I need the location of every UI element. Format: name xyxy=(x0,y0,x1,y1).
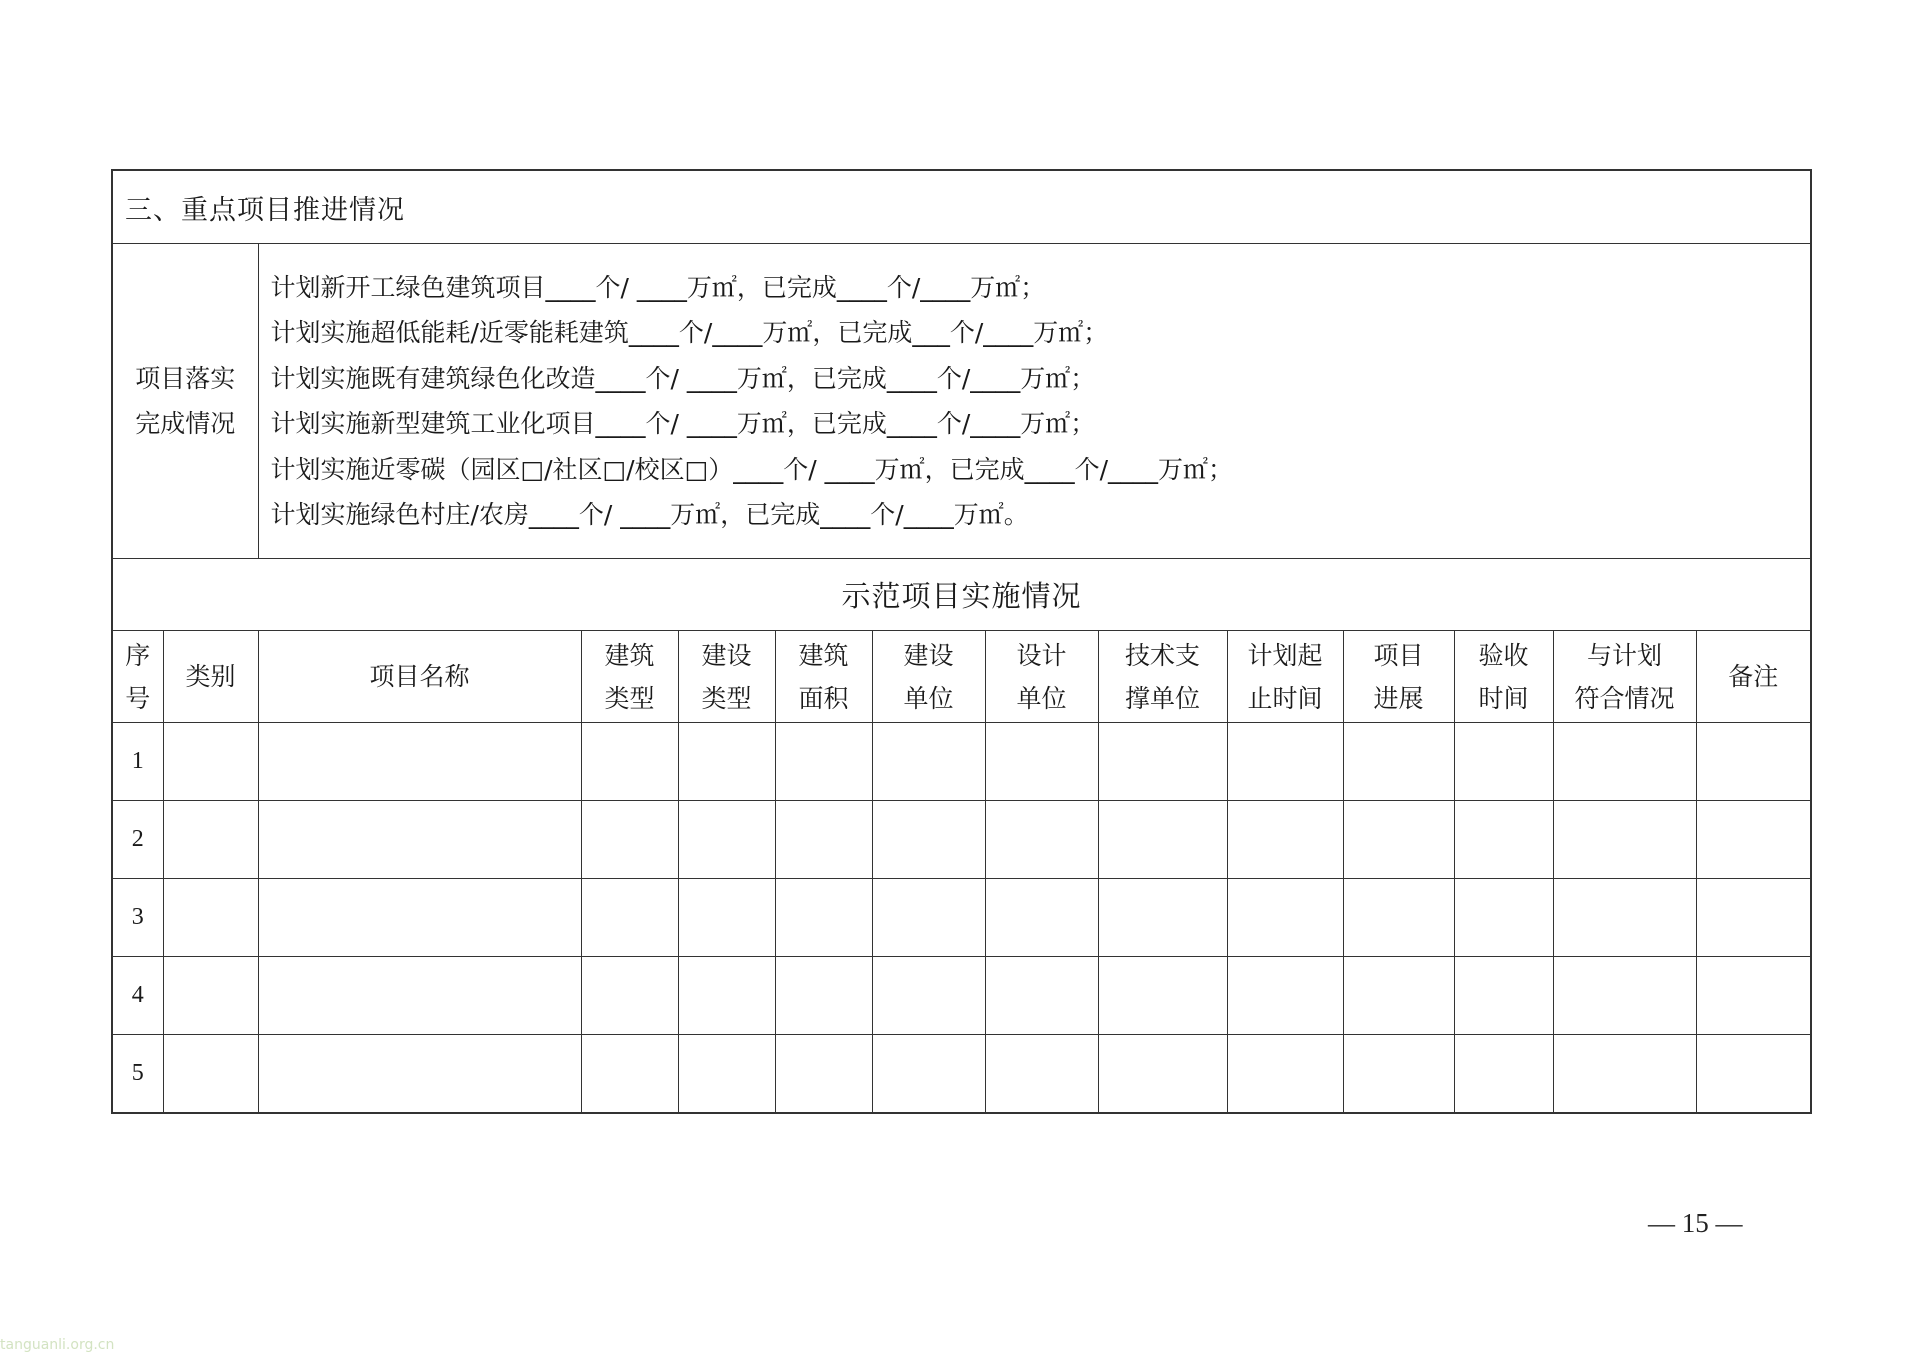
construction-unit-cell[interactable] xyxy=(872,801,985,879)
plan-line-green-village: 计划实施绿色村庄/农房____个/ ____万㎡，已完成____个/____万㎡。 xyxy=(270,500,1029,529)
table-row xyxy=(112,957,1811,1035)
building-type-cell[interactable] xyxy=(581,1035,678,1114)
remarks-cell[interactable] xyxy=(1696,957,1811,1035)
acceptance-time-cell[interactable] xyxy=(1454,879,1553,957)
design-unit-cell[interactable] xyxy=(985,1035,1098,1114)
column-header-tech-support-unit: 技术支 撑单位 xyxy=(1098,631,1227,723)
column-header-serial: 序 号 xyxy=(112,631,163,723)
remarks-cell[interactable] xyxy=(1696,1035,1811,1114)
tech-support-unit-cell[interactable] xyxy=(1098,723,1227,801)
plan-line-existing-retrofit: 计划实施既有建筑绿色化改造____个/ ____万㎡，已完成____个/____万㎡； xyxy=(270,363,1096,393)
category-cell[interactable] xyxy=(163,879,258,957)
demo-projects-title: 示范项目实施情况 xyxy=(112,559,1811,631)
progress-cell[interactable] xyxy=(1343,957,1454,1035)
progress-cell[interactable] xyxy=(1343,879,1454,957)
plan-conformity-cell[interactable] xyxy=(1553,1035,1696,1114)
plan-conformity-cell[interactable] xyxy=(1553,723,1696,801)
plan-line-ultra-low-energy: 计划实施超低能耗/近零能耗建筑____个/____万㎡，已完成___个/____万㎡； xyxy=(270,318,1109,347)
construction-unit-cell[interactable] xyxy=(872,1035,985,1114)
remarks-cell[interactable] xyxy=(1696,879,1811,957)
column-header-building-area: 建筑 面积 xyxy=(775,631,872,723)
plan-line-industrialization: 计划实施新型建筑工业化项目____个/ ____万㎡，已完成____个/____万㎡； xyxy=(270,409,1096,438)
acceptance-time-cell[interactable] xyxy=(1454,1035,1553,1114)
category-cell[interactable] xyxy=(163,723,258,801)
building-area-cell[interactable] xyxy=(775,1035,872,1114)
column-header-plan-conformity: 与计划 符合情况 xyxy=(1553,631,1696,723)
progress-cell[interactable] xyxy=(1343,801,1454,879)
site-watermark: tanguanli.org.cn xyxy=(0,1337,115,1353)
building-area-cell[interactable] xyxy=(775,801,872,879)
project-name-cell[interactable] xyxy=(258,723,581,801)
tech-support-unit-cell[interactable] xyxy=(1098,879,1227,957)
category-cell[interactable] xyxy=(163,1035,258,1114)
building-type-cell[interactable] xyxy=(581,879,678,957)
building-type-cell[interactable] xyxy=(581,723,678,801)
column-header-building-type: 建筑 类型 xyxy=(581,631,678,723)
plan-conformity-cell[interactable] xyxy=(1553,801,1696,879)
design-unit-cell[interactable] xyxy=(985,957,1098,1035)
construction-type-cell[interactable] xyxy=(678,801,775,879)
building-type-cell[interactable] xyxy=(581,801,678,879)
remarks-cell[interactable] xyxy=(1696,723,1811,801)
construction-unit-cell[interactable] xyxy=(872,723,985,801)
implementation-label-cell xyxy=(112,244,258,559)
column-header-project-name: 项目名称 xyxy=(258,631,581,723)
building-area-cell[interactable] xyxy=(775,723,872,801)
planned-period-cell[interactable] xyxy=(1227,879,1343,957)
building-area-cell[interactable] xyxy=(775,957,872,1035)
page-number: — 15 — xyxy=(1648,1208,1743,1238)
table-row xyxy=(112,801,1811,879)
planned-period-cell[interactable] xyxy=(1227,957,1343,1035)
project-name-cell[interactable] xyxy=(258,957,581,1035)
design-unit-cell[interactable] xyxy=(985,879,1098,957)
tech-support-unit-cell[interactable] xyxy=(1098,801,1227,879)
column-header-design-unit: 设计 单位 xyxy=(985,631,1098,723)
acceptance-time-cell[interactable] xyxy=(1454,723,1553,801)
construction-unit-cell[interactable] xyxy=(872,957,985,1035)
row-number: 5 xyxy=(112,1035,163,1114)
tech-support-unit-cell[interactable] xyxy=(1098,957,1227,1035)
construction-unit-cell[interactable] xyxy=(872,879,985,957)
project-name-cell[interactable] xyxy=(258,801,581,879)
row-number: 3 xyxy=(112,879,163,957)
column-header-planned-period: 计划起 止时间 xyxy=(1227,631,1343,723)
category-cell[interactable] xyxy=(163,801,258,879)
table-row xyxy=(112,723,1811,801)
remarks-cell[interactable] xyxy=(1696,801,1811,879)
row-number: 2 xyxy=(112,801,163,879)
progress-cell[interactable] xyxy=(1343,723,1454,801)
column-header-construction-unit: 建设 单位 xyxy=(872,631,985,723)
implementation-label-line2: 完成情况 xyxy=(135,409,236,438)
building-type-cell[interactable] xyxy=(581,957,678,1035)
table-row xyxy=(112,879,1811,957)
construction-type-cell[interactable] xyxy=(678,879,775,957)
implementation-details-cell xyxy=(258,244,1811,559)
acceptance-time-cell[interactable] xyxy=(1454,957,1553,1035)
column-header-category: 类别 xyxy=(163,631,258,723)
row-number: 4 xyxy=(112,957,163,1035)
row-number: 1 xyxy=(112,723,163,801)
table-row xyxy=(112,1035,1811,1114)
tech-support-unit-cell[interactable] xyxy=(1098,1035,1227,1114)
section-title: 三、重点项目推进情况 xyxy=(112,170,1811,244)
planned-period-cell[interactable] xyxy=(1227,1035,1343,1114)
column-header-acceptance-time: 验收 时间 xyxy=(1454,631,1553,723)
report-form-table xyxy=(111,169,1812,1114)
planned-period-cell[interactable] xyxy=(1227,723,1343,801)
construction-type-cell[interactable] xyxy=(678,957,775,1035)
column-header-progress: 项目 进展 xyxy=(1343,631,1454,723)
column-header-remarks: 备注 xyxy=(1696,631,1811,723)
column-header-construction-type: 建设 类型 xyxy=(678,631,775,723)
project-name-cell[interactable] xyxy=(258,879,581,957)
category-cell[interactable] xyxy=(163,957,258,1035)
implementation-label-line1: 项目落实 xyxy=(135,364,236,393)
column-header-row xyxy=(112,631,1811,723)
plan-line-near-zero-carbon: 计划实施近零碳（园区□/社区□/校区□）____个/ ____万㎡，已完成____个/____万㎡； xyxy=(270,454,1234,484)
plan-conformity-cell[interactable] xyxy=(1553,957,1696,1035)
project-name-cell[interactable] xyxy=(258,1035,581,1114)
progress-cell[interactable] xyxy=(1343,1035,1454,1114)
planned-period-cell[interactable] xyxy=(1227,801,1343,879)
construction-type-cell[interactable] xyxy=(678,1035,775,1114)
acceptance-time-cell[interactable] xyxy=(1454,801,1553,879)
design-unit-cell[interactable] xyxy=(985,723,1098,801)
plan-line-green-building: 计划新开工绿色建筑项目____个/ ____万㎡，已完成____个/____万㎡； xyxy=(270,272,1046,302)
plan-conformity-cell[interactable] xyxy=(1553,879,1696,957)
design-unit-cell[interactable] xyxy=(985,801,1098,879)
construction-type-cell[interactable] xyxy=(678,723,775,801)
building-area-cell[interactable] xyxy=(775,879,872,957)
